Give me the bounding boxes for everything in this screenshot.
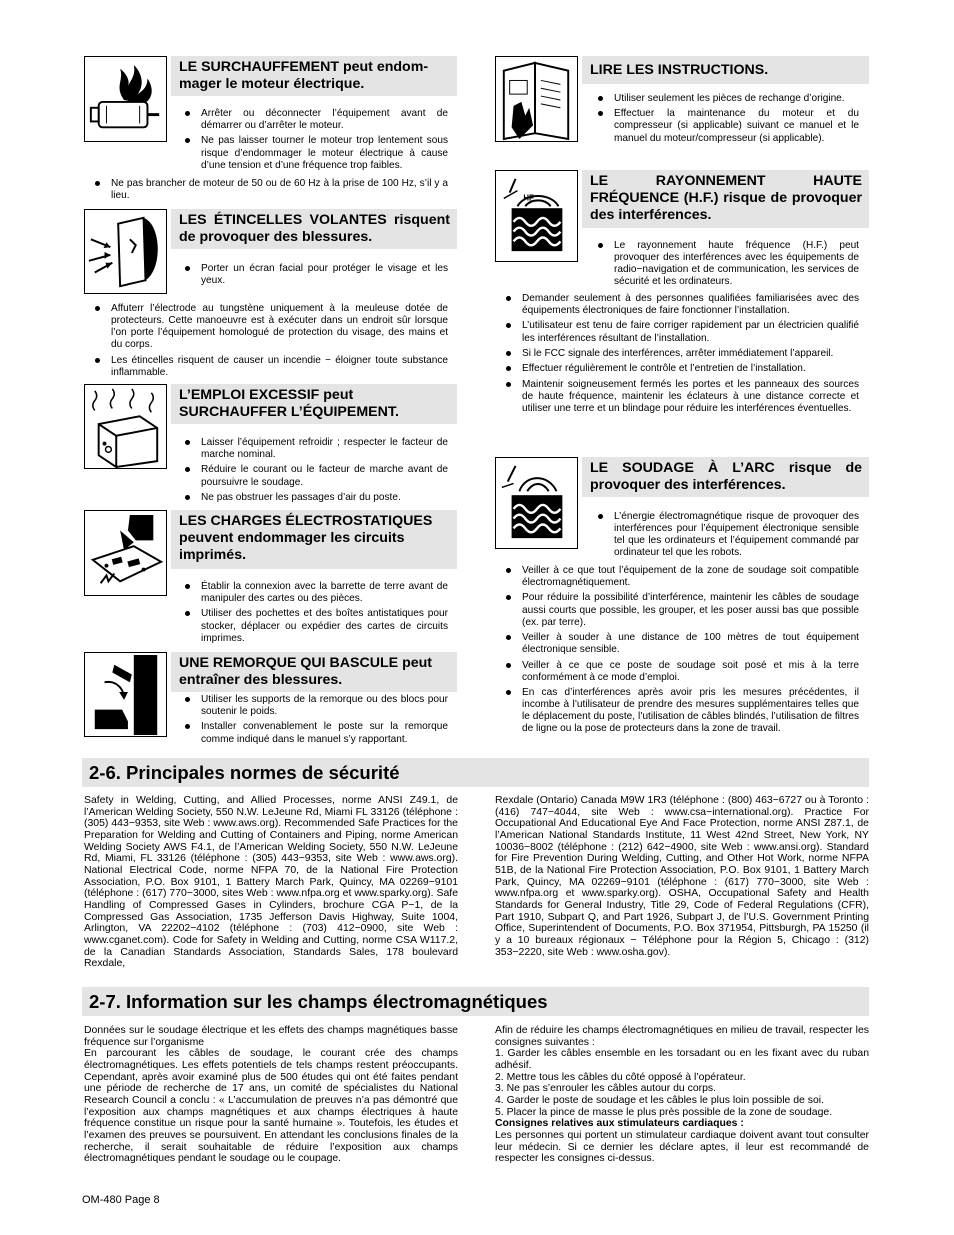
trailer-symbol (84, 652, 167, 737)
list-item: En cas d’interférences après avoir pris les mesures précédentes, il incombe à l’utilisateur de prendre des mesures supplémentaires telles que le déplacement du poste, l’utilisation de câbles blindés, l’utilisation de filtres de ligne ou la pose de protecteurs dans la zone de travail. (505, 687, 859, 735)
overuse-symbol (84, 384, 167, 469)
list-item: Effectuer la maintenance du moteur et du compresseur (si applicable) suivant ce manuel et le manuel du moteur/compresseur (si applicable). (597, 108, 859, 144)
flying-sparks-list (184, 263, 448, 290)
trailer-title: UNE REMORQUE QUI BASCULE peut entraîner des blessures. (171, 652, 457, 692)
page-footer: OM-480 Page 8 (82, 1194, 160, 1206)
list-item: Réduire le courant ou le facteur de marche avant de poursuivre le soudage. (184, 464, 448, 488)
hot-equipment-icon (85, 385, 166, 468)
pacemaker-text: Les personnes qui portent un stimulateur cardiaque doivent avant tout consulter leur médecin. Si ce dernier les déclare aptes, il leur est recommandé de respecter les consignes ci-dessus. (495, 1129, 869, 1165)
overuse-list (184, 437, 448, 507)
list-item: Installer convenablement le poste sur la remorque comme indiqué dans le manuel s’y rapportant. (184, 721, 448, 745)
list-item: Utiliser seulement les pièces de rechange d’origine. (597, 93, 859, 105)
section-2-7-right-column (495, 1025, 869, 1165)
flying-sparks-extra-list (94, 303, 448, 382)
read-instructions-list (597, 93, 859, 148)
hf-label: HF (523, 193, 534, 203)
emf-step: 2. Mettre tous les câbles du côté opposé à l’opérateur. (495, 1071, 746, 1083)
trailer-list (184, 694, 448, 749)
arc-waves-icon (496, 458, 577, 548)
list-item: Arrêter ou déconnecter l’équipement avant de démarrer ou d’arrêter le moteur. (184, 108, 448, 132)
emf-intro: Données sur le soudage électrique et les effets des champs magnétiques basse fréquence sur l’organisme (84, 1025, 458, 1048)
motor-overheat-extra-list (94, 178, 448, 205)
flying-sparks-title: LES ÉTINCELLES VOLANTES risquent de provoquer des blessures. (171, 209, 457, 249)
read-instructions-symbol (495, 56, 578, 142)
flame-motor-icon (85, 57, 166, 141)
read-instructions-title: LIRE LES INSTRUCTIONS. (582, 56, 869, 84)
list-item: Affuterr l’électrode au tungstène uniquement à la meuleuse dotée de protecteurs. Cette manoeuvre est à exécuter dans un endroit sûr lorsque l’on porte l’équipement homologué de protection du visage, des mains et du corps. (94, 303, 448, 351)
emf-step: 1. Garder les câbles ensemble en les torsadant ou en les fixant avec du ruban adhésif. (495, 1048, 869, 1071)
list-item: Ne pas laisser tourner le moteur trop lentement sous risque d’endommager le moteur électrique à cause d’une tension et d’une fréquence trop faibles. (184, 135, 448, 171)
motor-overheat-list (184, 108, 448, 175)
motor-overheat-symbol (84, 56, 167, 142)
list-item: Porter un écran facial pour protéger le visage et les yeux. (184, 263, 448, 287)
hf-radiation-list (597, 240, 859, 292)
list-item: Effectuer régulièrement le contrôle et l’entretien de l’installation. (505, 363, 859, 375)
arc-welding-list (597, 511, 859, 563)
section-2-7-title: 2-7. Information sur les champs électromagnétiques (82, 987, 869, 1016)
static-list (184, 581, 448, 648)
static-title: LES CHARGES ÉLECTROSTATIQUES peuvent endommager les circuits imprimés. (171, 510, 457, 569)
list-item: Pour réduire la possibilité d’interférence, maintenir les câbles de soudage aussi courts que possible, les grouper, et les poser aussi bas que possible (ex. par terre). (505, 592, 859, 628)
emf-body: En parcourant les câbles de soudage, le courant crée des champs électromagnétiques. Les effets potentiels de tels champs restent préoccupants. Cependant, après avoir examiné plus de 500 études qui ont été faites pendant une période de recherche de 17 ans, un comité de spécialistes du National Research Council a conclu : « L’accumulation de preuves n’a pas démontré que l’exposition aux champs magnétiques et aux champs électriques à haute fréquence constitue un risque pour la santé humaine ». Toutefois, les études et l’examen des preuves se poursuivent. En attendant les conclusions finales de la recherche, il serait souhaitable de réduire l’exposition aux champs électromagnétiques pendant le soudage ou le coupage. (84, 1048, 458, 1165)
list-item: Le rayonnement haute fréquence (H.F.) peut provoquer des interférences avec les équipements de radio−navigation et de communication, les services de sécurité et les ordinateurs. (597, 240, 859, 288)
arc-welding-symbol (495, 457, 578, 549)
emf-step: 3. Ne pas s’enrouler les câbles autour du corps. (495, 1083, 717, 1095)
list-item: Maintenir soigneusement fermés les portes et les panneaux des sources de haute fréquence, maintenir les éclateurs à une distance correcte et utiliser une terre et un blindage pour réduire les interférences éventuelles. (505, 379, 859, 415)
motor-overheat-title: LE SURCHAUFFEMENT peut endom-mager le moteur électrique. (171, 56, 457, 96)
list-item: Veiller à ce que tout l’équipement de la zone de soudage soit compatible électromagnétiquement. (505, 565, 859, 589)
list-item: Ne pas brancher de moteur de 50 ou de 60 Hz à la prise de 100 Hz, s’il y a lieu. (94, 178, 448, 202)
list-item: Laisser l’équipement refroidir ; respecter le facteur de marche nominal. (184, 437, 448, 461)
list-item: Demander seulement à des personnes qualifiées familiarisées avec des équipements électroniques de faire fonctionner l’installation. (505, 293, 859, 317)
overuse-title: L’EMPLOI EXCESSIF peut SURCHAUFFER L’ÉQUIPEMENT. (171, 384, 457, 424)
arc-welding-extra-list (505, 565, 859, 739)
standards-text-right: Rexdale (Ontario) Canada M9W 1R3 (téléphone : (800) 463−6727 ou à Toronto : (416) 747−4044, site Web : www.csa−international.org). Practice For Occupational And Educational Eye And Face Protection, norme ANSI Z87.1, de l’American National Standards Institute, 11 West 42nd Street, New York, NY 10036−8002 (téléphone : (212) 642−4900, site Web : www.ansi.org). Standard for Fire Prevention During Welding, Cutting, and Other Hot Work, norme NFPA 51B, de la National Fire Protection Association, P.O. Box 9101, 1 Battery March Park, Quincy, MA 02269−9101 (téléphone : (617) 770−3000, site Web : www.nfpa.org et www.sparky.org). OSHA, Occupational Safety and Health Standards for General Industry, Title 29, Code of Federal Regulations (CFR), Part 1910, Subpart Q, and Part 1926, Subpart J, de l’U.S. Government Printing Office, Superintendent of Documents, P.O. Box 371954, Pittsburgh, PA 15250 (il y a 10 bureaux régionaux − Téléphone pour la Région 5, Chicago : (312) 353−2220, site Web : www.osha.gov). (495, 795, 869, 958)
list-item: Veiller à ce que ce poste de soudage soit posé et mis à la terre conformément à ce mode d’emploi. (505, 660, 859, 684)
list-item: Si le FCC signale des interférences, arrêter immédiatement l’appareil. (505, 348, 859, 360)
circuit-board-hand-icon (85, 511, 166, 595)
hf-radiation-title: LE RAYONNEMENT HAUTE FRÉQUENCE (H.F.) risque de provoquer des interférences. (582, 170, 869, 228)
standards-text-left: Safety in Welding, Cutting, and Allied Processes, norme ANSI Z49.1, de l’American Welding Society, 550 N.W. LeJeune Rd, Miami FL 33126 (téléphone : (305) 443−9353, site Web : www.aws.org). Recommended Safe Practices for the Preparation for Welding and Cutting of Containers and Piping, norme American Welding Society AWS F4.1, de l’American Welding Society, 550 N.W. LeJeune Rd, Miami, FL 33126 (téléphone : (305) 443−9353, site Web : www.aws.org). National Electrical Code, norme NFPA 70, de la National Fire Protection Association, P.O. Box 9101, 1 Battery March Park, Quincy, MA 02269−9101 (téléphone : (617) 770−3000, sites Web : www.nfpa.org et www.sparky.org). Safe Handling of Compressed Gases in Cylinders, brochure CGA P−1, de la Compressed Gas Association, 1735 Jefferson Davis Highway, Suite 1004, Arlington, VA 22202−4102 (téléphone : (703) 412−0900, site Web : www.cganet.com). Code for Safety in Welding and Cutting, norme CSA W117.2, de la Canadian Standards Association, Standards Sales, 178 boulevard Rexdale, (84, 795, 458, 970)
emf-reduce-intro: Afin de réduire les champs électromagnétiques en milieu de travail, respecter les consignes suivantes : (495, 1025, 869, 1048)
hf-radiation-symbol (495, 170, 578, 262)
tipping-trailer-icon (85, 653, 166, 736)
list-item: L’utilisateur est tenu de faire corriger rapidement par un électricien qualifié les interférences résultant de l’installation. (505, 320, 859, 344)
list-item: Établir la connexion avec la barrette de terre avant de manipuler des cartes ou des pièces. (184, 581, 448, 605)
section-2-7-left-column (84, 1025, 458, 1165)
flying-sparks-symbol (84, 209, 167, 294)
list-item: Utiliser les supports de la remorque ou des blocs pour soutenir le poids. (184, 694, 448, 718)
emf-step: 5. Placer la pince de masse le plus près possible de la zone de soudage. (495, 1106, 833, 1118)
list-item: Utiliser des pochettes et des boîtes antistatiques pour stocker, déplacer ou expédier des cartes de circuits imprimes. (184, 608, 448, 644)
list-item: L’énergie électromagnétique risque de provoquer des interférences pour l’équipement électronique sensible tel que les ordinateurs et l’équipement commandé par ordinateur tel que les robots. (597, 511, 859, 559)
list-item: Veiller à souder à une distance de 100 mètres de tout équipement électronique sensible. (505, 632, 859, 656)
hf-waves-icon (496, 171, 577, 261)
static-symbol (84, 510, 167, 596)
pacemaker-heading: Consignes relatives aux stimulateurs cardiaques : (495, 1118, 744, 1130)
hf-radiation-extra-list (505, 293, 859, 418)
manual-book-icon (496, 57, 577, 141)
list-item: Les étincelles risquent de causer un incendie − éloigner toute substance inflammable. (94, 355, 448, 379)
list-item: Ne pas obstruer les passages d’air du poste. (184, 492, 448, 504)
section-2-6-right-column (495, 795, 869, 958)
emf-step: 4. Garder le poste de soudage et les câbles le plus loin possible de soi. (495, 1094, 824, 1106)
arc-welding-title: LE SOUDAGE À L’ARC risque de provoquer des interférences. (582, 457, 869, 497)
section-2-6-left-column (84, 795, 458, 970)
face-shield-sparks-icon (85, 210, 166, 293)
section-2-6-title: 2-6. Principales normes de sécurité (82, 758, 869, 787)
